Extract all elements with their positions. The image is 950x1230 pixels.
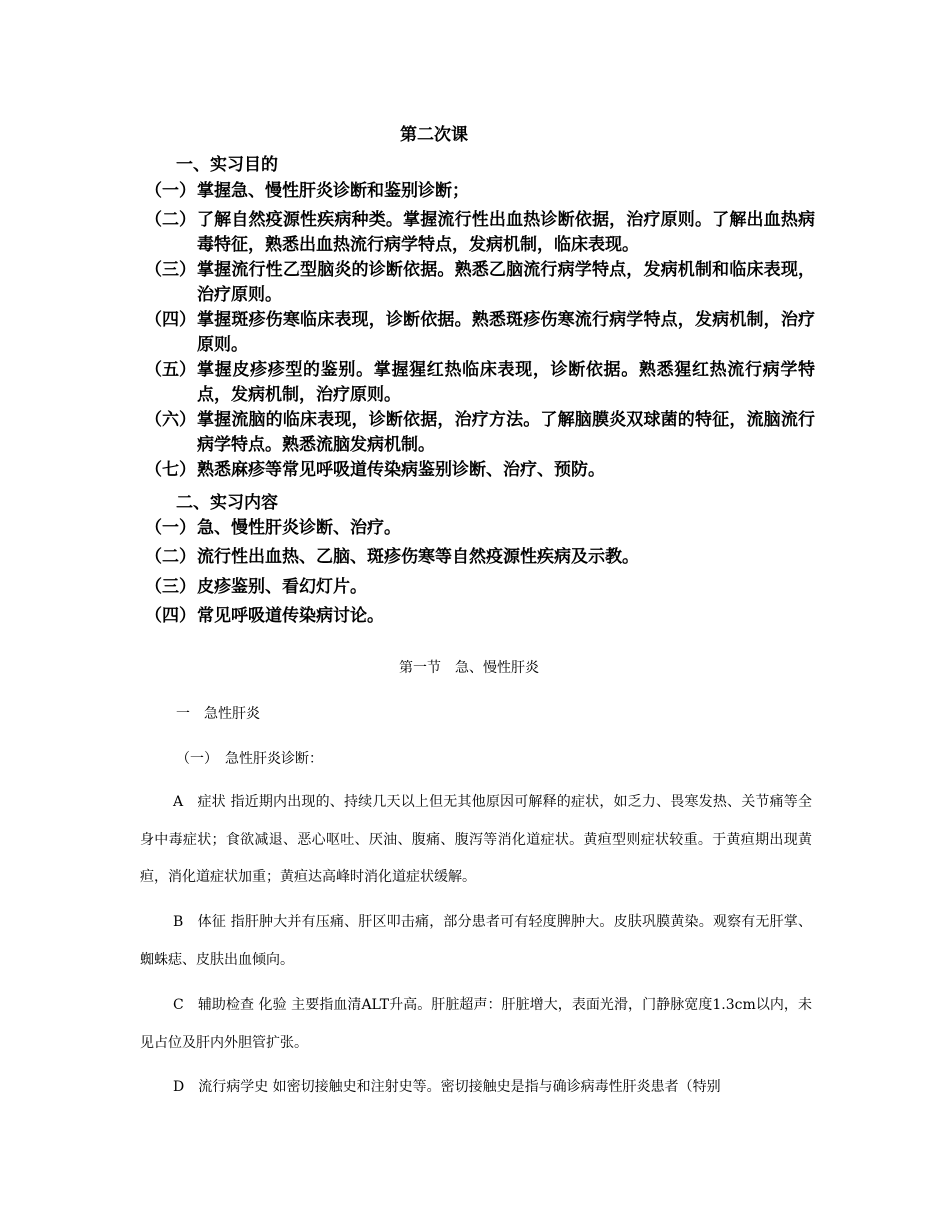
paragraph-text: B 体征 指肝肿大并有压痛、肝区叩击痛，部分患者可有轻度脾肿大。皮肤巩膜黄染。观察有无肝掌、蜘蛛痣、皮肤出血倾向。 [140,914,812,968]
item-number: （五） [145,360,196,380]
objective-item-3 [145,258,815,308]
item-text: 流行性出血热、乙脑、斑疹伤寒等自然疫源性疾病及示教。 [197,547,639,567]
item-number: （二） [145,547,196,567]
objective-item-4 [145,308,815,358]
paragraph-text: C 辅助检查 化验 主要指血清ALT升高。肝脏超声：肝脏增大，表面光滑，门静脉宽度1.3cm以内，未见占位及肝内外胆管扩张。 [140,997,812,1051]
item-text: 熟悉麻疹等常见呼吸道传染病鉴别诊断、治疗、预防。 [197,460,605,480]
paragraph-signs [140,904,812,979]
paragraph-text: D 流行病学史 如密切接触史和注射史等。密切接触史是指与确诊病毒性肝炎患者（特别 [173,1079,721,1095]
item-number: （一） [145,518,196,538]
section-heading-objectives: 一、实习目的 [176,155,278,175]
item-text: 皮疹鉴别、看幻灯片。 [197,577,367,597]
objective-item-7 [145,458,815,483]
content-item-3 [145,575,815,600]
objective-item-2 [145,208,815,258]
item-number: （二） [145,210,196,230]
section-heading-content: 二、实习内容 [176,493,278,513]
item-text: 掌握急、慢性肝炎诊断和鉴别诊断； [197,181,469,201]
item-text: 掌握流行性乙型脑炎的诊断依据。熟悉乙脑流行病学特点，发病机制和临床表现，治疗原则。 [197,260,815,305]
content-item-1 [145,516,815,541]
subheading-diagnosis: （一） 急性肝炎诊断： [176,751,323,767]
item-number: （一） [145,181,196,201]
objective-item-1 [145,179,815,204]
item-text: 掌握斑疹伤寒临床表现，诊断依据。熟悉斑疹伤寒流行病学特点，发病机制，治疗原则。 [197,310,815,355]
page-title: 第二次课 [400,125,468,145]
content-item-2 [145,545,815,570]
paragraph-epidemiology [140,1069,812,1107]
item-number: （三） [145,260,196,280]
item-text: 急、慢性肝炎诊断、治疗。 [197,518,401,538]
subheading-acute-hepatitis: 一 急性肝炎 [176,706,260,722]
objective-item-5 [145,358,815,408]
item-number: （三） [145,577,196,597]
item-number: （六） [145,410,196,430]
item-number: （四） [145,310,196,330]
paragraph-text: A 症状 指近期内出现的、持续几天以上但无其他原因可解释的症状，如乏力、畏寒发热、关节痛等全身中毒症状；食欲减退、恶心呕吐、厌油、腹痛、腹泻等消化道症状。黄疸型则症状较重。于黄疸期出现黄疸，消化道症状加重；黄疸达高峰时消化道症状缓解。 [140,794,812,885]
item-number: （七） [145,460,196,480]
chapter-title: 第一节 急、慢性肝炎 [399,660,539,676]
item-text: 掌握流脑的临床表现，诊断依据，治疗方法。了解脑膜炎双球菌的特征，流脑流行病学特点。熟悉流脑发病机制。 [197,410,815,455]
paragraph-auxiliary-exam [140,987,812,1062]
paragraph-symptoms [140,784,812,897]
item-number: （四） [145,606,196,626]
content-item-4 [145,604,815,629]
item-text: 常见呼吸道传染病讨论。 [197,606,384,626]
item-text: 了解自然疫源性疾病种类。掌握流行性出血热诊断依据，治疗原则。了解出血热病毒特征，熟悉出血热流行病学特点，发病机制，临床表现。 [197,210,815,255]
item-text: 掌握皮疹疹型的鉴别。掌握猩红热临床表现，诊断依据。熟悉猩红热流行病学特点，发病机制，治疗原则。 [197,360,815,405]
objective-item-6 [145,408,815,458]
